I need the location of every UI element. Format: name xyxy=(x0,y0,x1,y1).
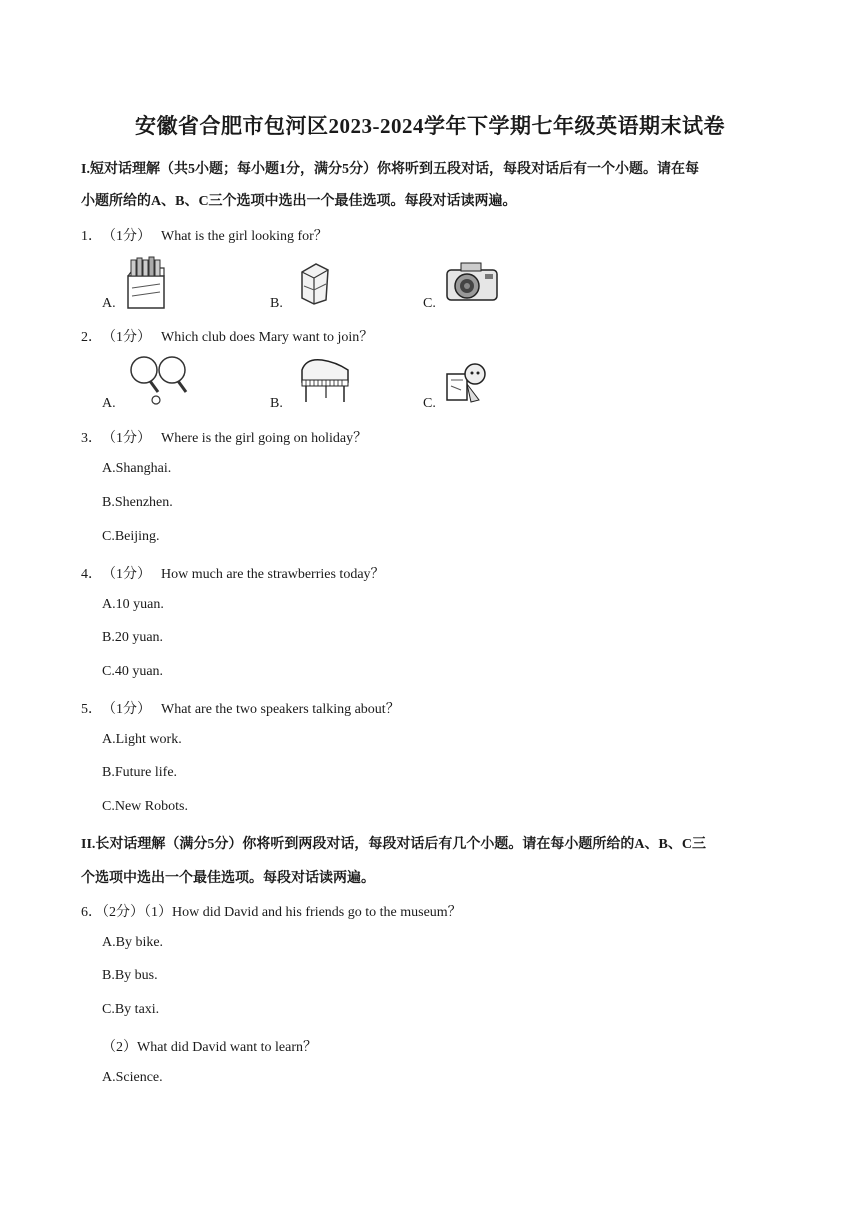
question-1 xyxy=(81,225,328,245)
question-5 xyxy=(81,698,400,718)
question-4 xyxy=(81,563,385,583)
option-label: B. xyxy=(270,296,283,311)
question-4-option-b: B.20 yuan. xyxy=(102,630,164,645)
question-6-sub2: （2）What did David want to learn？ xyxy=(102,1040,318,1055)
option-label: A. xyxy=(102,296,116,311)
option-a-picture xyxy=(102,252,212,312)
ping-pong-icon xyxy=(126,354,192,406)
question-1-pictures xyxy=(102,252,522,312)
question-6-option-b: B.By bus. xyxy=(102,968,158,983)
section2-heading-line1: II.长对话理解（满分5分）你将听到两段对话，每段对话后有几个小题。请在每小题所给的A、B、C三 xyxy=(81,837,706,852)
question-4-option-a: A.10 yuan. xyxy=(102,597,164,612)
question-number: 1． xyxy=(81,229,102,244)
question-2-pictures xyxy=(102,352,522,412)
question-5-option-a: A.Light work. xyxy=(102,732,182,747)
painting-icon xyxy=(443,360,489,406)
question-score: （1分） xyxy=(102,229,151,244)
section2-heading-line2: 个选项中选出一个最佳选项。每段对话读两遍。 xyxy=(81,871,375,886)
question-text: Where is the girl going on holiday？ xyxy=(161,431,368,446)
question-number: 4． xyxy=(81,567,102,582)
page-title: 安徽省合肥市包河区2023-2024学年下学期七年级英语期末试卷 xyxy=(135,114,725,138)
question-number: 3． xyxy=(81,431,102,446)
crayons-icon xyxy=(120,254,172,310)
option-a-picture xyxy=(102,352,212,412)
question-score: （1分） xyxy=(102,431,151,446)
question-3-option-b: B.Shenzhen. xyxy=(102,495,173,510)
section1-heading-line2: 小题所给的A、B、C三个选项中选出一个最佳选项。每段对话读两遍。 xyxy=(81,194,517,209)
question-score: （1分） xyxy=(102,702,151,717)
question-5-option-c: C.New Robots. xyxy=(102,799,188,814)
option-c-picture xyxy=(423,352,533,412)
question-5-option-b: B.Future life. xyxy=(102,765,178,780)
question-text: What is the girl looking for？ xyxy=(161,229,328,244)
option-label: C. xyxy=(423,396,436,411)
option-label: A. xyxy=(102,396,116,411)
question-text: Which club does Mary want to join？ xyxy=(161,330,374,345)
question-number: 2． xyxy=(81,330,102,345)
option-label: C. xyxy=(423,296,436,311)
question-score: （1分） xyxy=(102,330,151,345)
question-6-option-a: A.By bike. xyxy=(102,935,164,950)
option-b-picture xyxy=(270,252,380,312)
eraser-icon xyxy=(296,262,332,306)
option-label: B. xyxy=(270,396,283,411)
option-b-picture xyxy=(270,352,380,412)
question-3-option-c: C.Beijing. xyxy=(102,529,160,544)
section1-heading-line1: I.短对话理解（共5小题；每小题1分，满分5分）你将听到五段对话，每段对话后有一个小题。请在每 xyxy=(81,162,699,177)
question-score: （1分） xyxy=(102,567,151,582)
question-3 xyxy=(81,427,367,447)
question-4-option-c: C.40 yuan. xyxy=(102,664,164,679)
question-3-option-a: A.Shanghai. xyxy=(102,461,172,476)
question-2 xyxy=(81,326,373,346)
question-number: 5． xyxy=(81,702,102,717)
question-6: 6．（2分）（1）How did David and his friends go to the museum？ xyxy=(81,905,462,920)
option-c-picture xyxy=(423,252,533,312)
piano-icon xyxy=(296,356,356,406)
camera-icon xyxy=(443,258,501,304)
question-text: How much are the strawberries today？ xyxy=(161,567,385,582)
question-6-sub2-option-a: A.Science. xyxy=(102,1070,163,1085)
question-6-option-c: C.By taxi. xyxy=(102,1002,160,1017)
question-text: What are the two speakers talking about？ xyxy=(161,702,400,717)
